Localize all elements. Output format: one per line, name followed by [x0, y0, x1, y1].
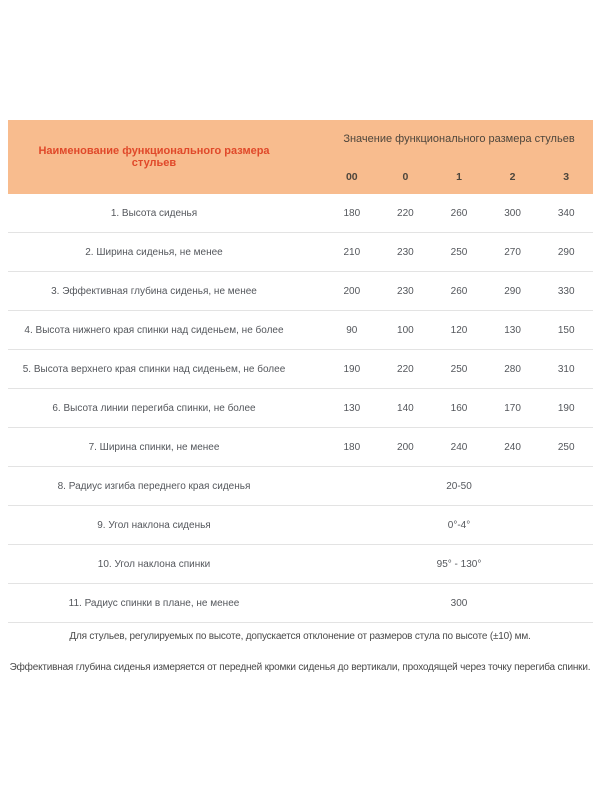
table-row — [8, 506, 593, 545]
row-values — [300, 208, 593, 219]
row-value: 170 — [504, 402, 521, 414]
row-value: 280 — [504, 363, 521, 375]
table-row — [8, 428, 593, 467]
row-value: 150 — [557, 324, 575, 336]
value-column-header — [300, 120, 593, 194]
row-value: 130 — [343, 402, 361, 414]
table-row — [8, 584, 593, 623]
row-value: 300 — [504, 207, 521, 219]
value-column-title: Значение функционального размера стульев — [343, 133, 575, 145]
size-column-labels — [325, 171, 593, 183]
note-height-tolerance: Для стульев, регулируемых по высоте, допускается отклонение от размеров стула по высоте (±10) мм. — [69, 631, 531, 642]
row-values — [300, 481, 593, 492]
size-column-label: 00 — [345, 171, 358, 183]
table-row — [8, 545, 593, 584]
row-label: 2. Ширина сиденья, не менее — [85, 246, 223, 258]
chair-dimensions-table — [8, 120, 593, 623]
row-value: 20-50 — [446, 480, 472, 492]
row-values — [300, 559, 593, 570]
row-value: 290 — [557, 246, 575, 258]
size-column-label: 2 — [509, 171, 516, 183]
table-row — [8, 194, 593, 233]
row-value: 290 — [504, 285, 521, 297]
row-value: 260 — [450, 207, 468, 219]
row-value: 90 — [346, 324, 358, 336]
row-value: 160 — [450, 402, 468, 414]
table-body — [8, 194, 593, 623]
row-label: 9. Угол наклона сиденья — [97, 519, 211, 531]
row-label: 7. Ширина спинки, не менее — [88, 441, 220, 453]
row-value: 250 — [450, 363, 468, 375]
row-value: 270 — [504, 246, 521, 258]
row-values — [300, 598, 593, 609]
row-value: 180 — [343, 207, 361, 219]
row-value: 95° - 130° — [436, 558, 482, 570]
table-header — [8, 120, 593, 194]
row-values — [300, 364, 593, 375]
size-column-label: 3 — [563, 171, 570, 183]
size-column-label: 0 — [402, 171, 409, 183]
row-value: 120 — [450, 324, 468, 336]
row-value: 130 — [504, 324, 521, 336]
table-row — [8, 233, 593, 272]
row-values — [300, 520, 593, 531]
row-label: 10. Угол наклона спинки — [97, 558, 211, 570]
row-value: 200 — [343, 285, 361, 297]
row-value: 310 — [557, 363, 575, 375]
row-value: 0°-4° — [447, 519, 471, 531]
row-value: 190 — [557, 402, 575, 414]
table-row — [8, 311, 593, 350]
row-value: 220 — [397, 207, 414, 219]
row-value: 240 — [504, 441, 521, 453]
row-values — [300, 247, 593, 258]
table-row — [8, 389, 593, 428]
row-values — [300, 286, 593, 297]
note-effective-depth: Эффективная глубина сиденья измеряется от передней кромки сиденья до вертикали, проходящей через точку перегиба спинки. — [9, 662, 591, 673]
row-value: 230 — [397, 246, 414, 258]
row-value: 190 — [343, 363, 361, 375]
row-label: 11. Радиус спинки в плане, не менее — [68, 597, 240, 609]
size-column-label: 1 — [456, 171, 462, 183]
row-value: 220 — [397, 363, 414, 375]
row-values — [300, 403, 593, 414]
row-value: 250 — [450, 246, 468, 258]
table-row — [8, 272, 593, 311]
row-label: 1. Высота сиденья — [110, 207, 198, 219]
table-row — [8, 350, 593, 389]
row-value: 260 — [450, 285, 468, 297]
row-value: 250 — [557, 441, 575, 453]
row-label: 5. Высота верхнего края спинки над сиденьем, не более — [22, 363, 286, 375]
row-values — [300, 325, 593, 336]
row-value: 230 — [397, 285, 414, 297]
row-value: 330 — [557, 285, 575, 297]
row-value: 300 — [450, 597, 468, 609]
row-value: 180 — [343, 441, 361, 453]
row-value: 210 — [343, 246, 361, 258]
row-value: 100 — [397, 324, 414, 336]
table-row — [8, 467, 593, 506]
row-value: 140 — [397, 402, 414, 414]
row-label: 4. Высота нижнего края спинки над сиденьем, не более — [24, 324, 284, 336]
row-values — [300, 442, 593, 453]
row-value: 200 — [397, 441, 414, 453]
row-value: 340 — [557, 207, 575, 219]
row-label: 8. Радиус изгиба переднего края сиденья — [57, 480, 251, 492]
row-value: 240 — [450, 441, 468, 453]
row-label: 3. Эффективная глубина сиденья, не менее — [51, 285, 257, 297]
row-label: 6. Высота линии перегиба спинки, не более — [52, 402, 256, 414]
name-column-header: Наименование функционального размера стульев — [38, 145, 270, 169]
